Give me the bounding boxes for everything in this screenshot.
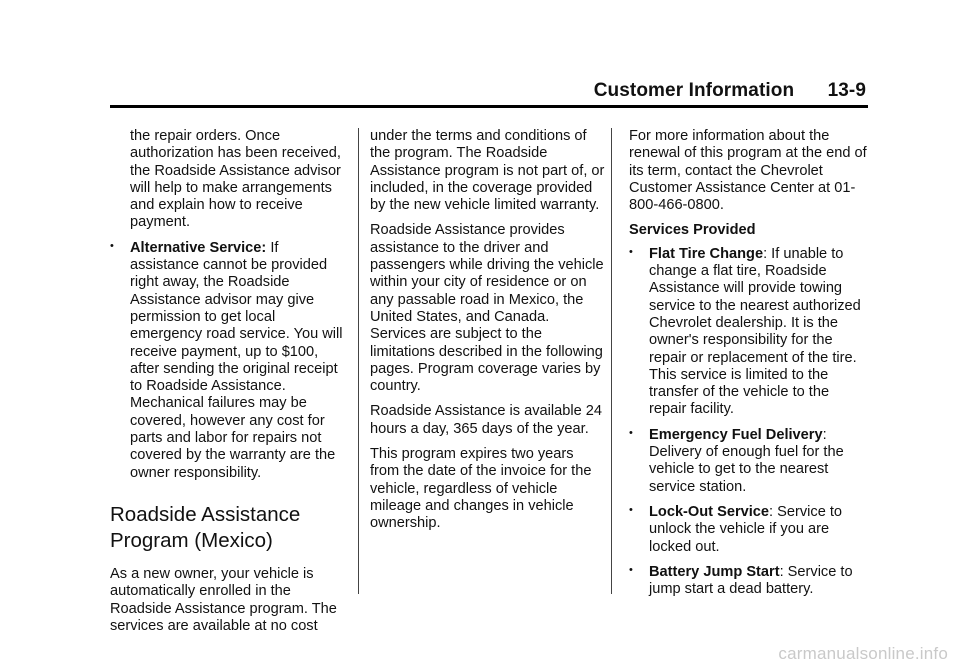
- bullet-label: Alternative Service:: [130, 239, 267, 256]
- service-label: Flat Tire Change: [649, 245, 764, 262]
- service-fuel-delivery: [629, 427, 869, 496]
- service-label: Lock-Out Service: [649, 503, 770, 520]
- paragraph-availability: Roadside Assistance is available 24 hours a day, 365 days of the year.: [370, 403, 603, 437]
- bullet-icon: •: [110, 239, 114, 252]
- section-paragraph: As a new owner, your vehicle is automatically enrolled in the Roadside Assistance program. The services are available at no cost: [110, 565, 337, 634]
- bullet-icon: •: [629, 426, 633, 439]
- header-text: [594, 80, 866, 102]
- paragraph-renewal: For more information about the renewal of this program at the end of its term, contact the Chevrolet Customer Assistance Center at 01-800-466-0800.: [629, 128, 867, 214]
- bullet-icon: •: [629, 245, 633, 258]
- continued-paragraph: the repair orders. Once authorization has been received, the Roadside Assistance advisor will help to make arrangements and explain how to receive payment.: [130, 128, 341, 231]
- service-label: Emergency Fuel Delivery: [649, 426, 823, 443]
- header-title: Customer Information: [593, 80, 795, 101]
- column-3: [629, 128, 869, 606]
- service-lock-out: [629, 504, 869, 556]
- paragraph-terms: under the terms and conditions of the program. The Roadside Assistance program is not part of, or included, in the coverage provided by the new vehicle limited warranty.: [370, 128, 605, 214]
- watermark: carmanualsonline.info: [778, 644, 948, 663]
- column-divider-2: [611, 128, 612, 594]
- service-text: : Service to jump start a dead battery.: [649, 563, 853, 598]
- column-1: [110, 128, 350, 643]
- column-divider-1: [358, 128, 359, 594]
- bullet-icon: •: [629, 503, 633, 516]
- bullet-text: If assistance cannot be provided right away, the Roadside Assistance advisor may give permission to get local emergency road service. You will receive payment, up to $100, after sending the original receipt to Roadside Assistance. Mechanical failures may be covered, however any cost for parts and labor for repairs not covered by the warranty are the owner responsibility.: [130, 239, 343, 481]
- page-header: [110, 80, 868, 106]
- header-rule: [110, 105, 868, 108]
- bullet-alternative-service: [110, 240, 350, 482]
- service-text: : Delivery of enough fuel for the vehicle to get to the nearest service station.: [649, 426, 844, 495]
- service-text: : Service to unlock the vehicle if you are locked out.: [649, 503, 843, 555]
- column-2: [370, 128, 606, 541]
- section-heading: Roadside Assistance Program (Mexico): [110, 502, 301, 552]
- service-jump-start: [629, 564, 869, 599]
- services-heading: Services Provided: [629, 222, 756, 239]
- service-text: : If unable to change a flat tire, Roadside Assistance will provide towing service to the nearest authorized Chevrolet dealership. It is the owner's responsibility for the repair or replacement of the tire. This service is limited to the transfer of the vehicle to the repair facility.: [649, 245, 861, 418]
- paragraph-assistance: Roadside Assistance provides assistance to the driver and passengers while driving the vehicle within your city of residence or on any passable road in Mexico, the United States, and Canada. Services are subject to the limitations described in the following pages. Program coverage varies by country.: [370, 222, 604, 395]
- service-flat-tire: [629, 246, 869, 419]
- page-number: 13-9: [827, 80, 866, 101]
- service-label: Battery Jump Start: [649, 563, 780, 580]
- paragraph-expiration: This program expires two years from the date of the invoice for the vehicle, regardless of vehicle mileage and changes in vehicle ownership.: [370, 446, 592, 532]
- bullet-icon: •: [629, 563, 633, 576]
